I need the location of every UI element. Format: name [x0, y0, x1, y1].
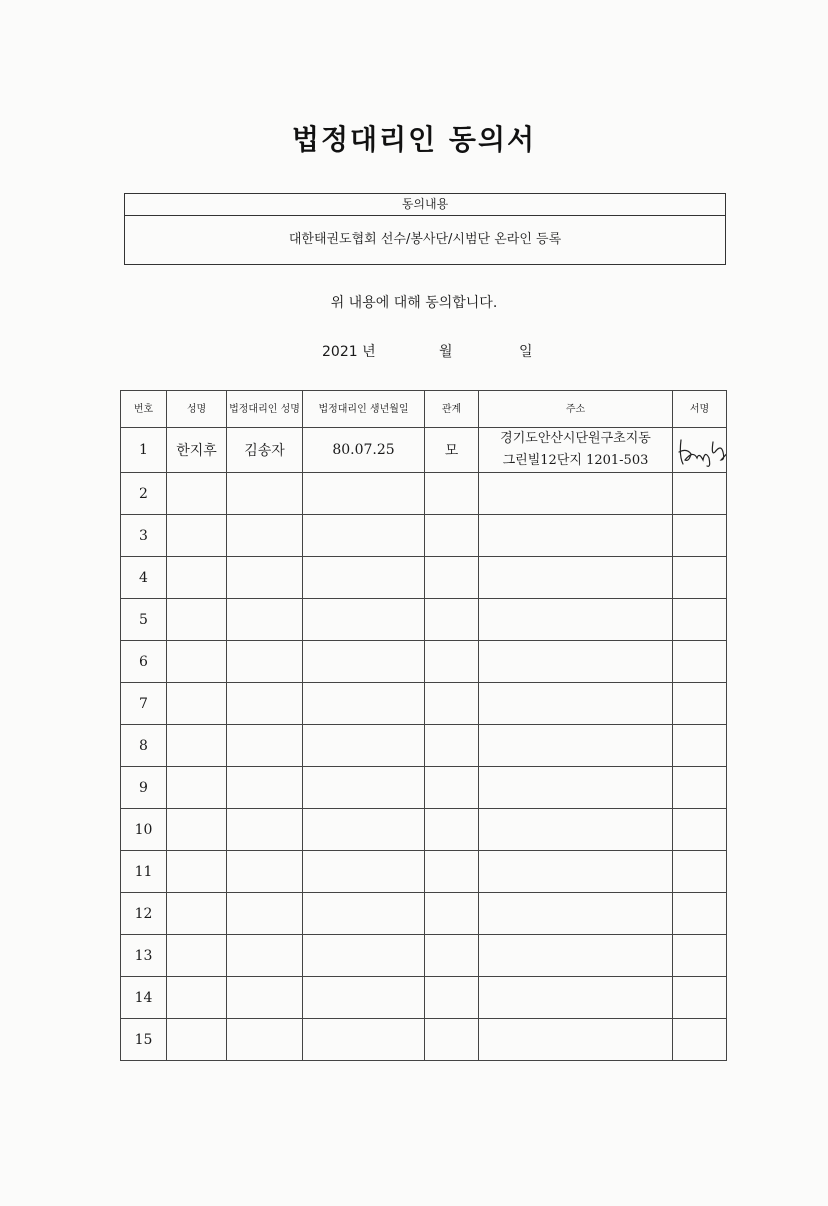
table-row	[121, 515, 727, 557]
table-row	[121, 851, 727, 893]
table-row	[121, 557, 727, 599]
table-header-row	[121, 391, 727, 428]
consent-header: 동의내용	[125, 194, 725, 216]
cell-signature	[673, 428, 727, 473]
cell-guardian-name: 김송자	[227, 428, 303, 473]
date-line	[0, 341, 828, 361]
cell-relation: 모	[425, 428, 479, 473]
consent-content: 대한태권도협회 선수/봉사단/시범단 온라인 등록	[288, 232, 562, 247]
registration-table	[120, 390, 727, 1061]
header-guardian-dob: 법정대리인 생년월일	[303, 391, 425, 428]
cell-no: 12	[121, 893, 167, 935]
table-row	[121, 725, 727, 767]
table-row	[121, 473, 727, 515]
cell-name: 한지후	[167, 428, 227, 473]
cell-no: 8	[121, 725, 167, 767]
date-day: 일	[519, 344, 533, 360]
table-row	[121, 977, 727, 1019]
table-row	[121, 809, 727, 851]
table-row	[121, 1019, 727, 1061]
table-row	[121, 935, 727, 977]
consent-box	[124, 193, 726, 265]
handwritten-signature	[675, 430, 727, 470]
cell-address	[479, 428, 673, 473]
header-no: 번호	[121, 391, 167, 428]
table-row	[121, 683, 727, 725]
cell-no: 9	[121, 767, 167, 809]
header-address: 주소	[479, 391, 673, 428]
table-row	[121, 641, 727, 683]
address-line-1: 경기도안산시단원구초지동	[500, 431, 651, 446]
agreement-text: 위 내용에 대해 동의합니다.	[330, 295, 498, 311]
cell-no: 10	[121, 809, 167, 851]
header-relation: 관계	[425, 391, 479, 428]
cell-no: 14	[121, 977, 167, 1019]
cell-no: 1	[121, 428, 167, 473]
cell-no: 15	[121, 1019, 167, 1061]
header-guardian-name: 법정대리인 성명	[227, 391, 303, 428]
page-title: 법정대리인 동의서	[291, 123, 537, 156]
date-month: 월	[439, 344, 453, 360]
table-row	[121, 893, 727, 935]
cell-no: 3	[121, 515, 167, 557]
header-signature: 서명	[673, 391, 727, 428]
address-line-2: 그린빌12단지 1201-503	[502, 453, 649, 468]
cell-no: 2	[121, 473, 167, 515]
header-name: 성명	[167, 391, 227, 428]
cell-no: 11	[121, 851, 167, 893]
cell-no: 13	[121, 935, 167, 977]
cell-guardian-dob: 80.07.25	[303, 428, 425, 473]
table-row	[121, 767, 727, 809]
cell-no: 6	[121, 641, 167, 683]
cell-no: 5	[121, 599, 167, 641]
table-row	[121, 428, 727, 473]
table-row	[121, 599, 727, 641]
cell-no: 4	[121, 557, 167, 599]
date-year: 2021 년	[322, 344, 376, 360]
cell-no: 7	[121, 683, 167, 725]
